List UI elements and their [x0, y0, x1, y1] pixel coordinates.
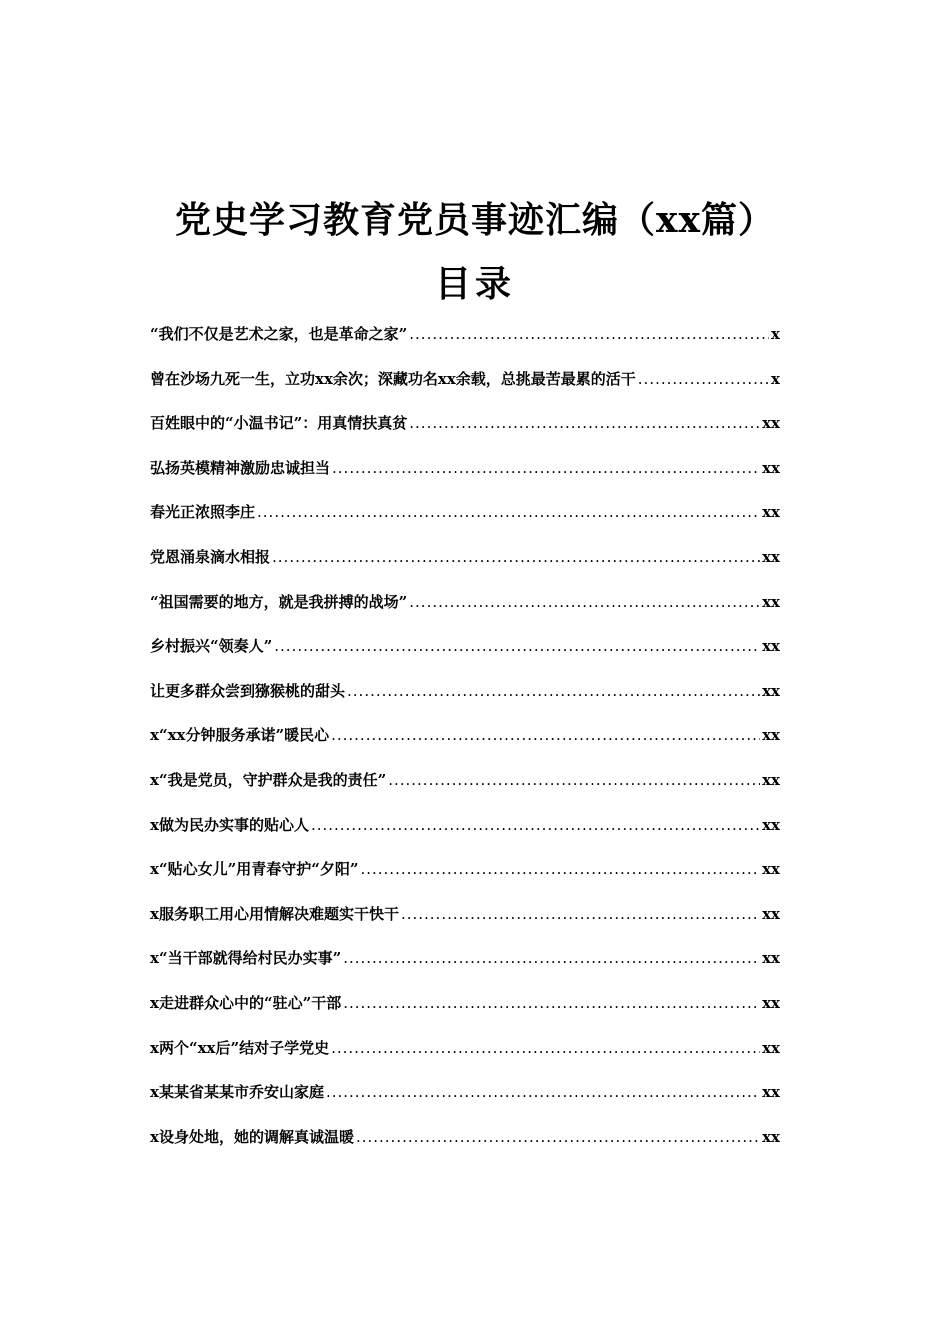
- toc-dot-leader: [360, 851, 760, 887]
- toc-entry-page: xx: [762, 637, 780, 656]
- toc-entry-page: xx: [762, 592, 780, 611]
- toc-entry: [150, 807, 780, 852]
- toc-dot-leader: [274, 628, 760, 664]
- toc-dot-leader: [343, 940, 760, 976]
- toc-entry: [150, 940, 780, 985]
- toc-entry-title: x“我是党员，守护群众是我的责任”: [150, 770, 387, 789]
- toc-entry-page: xx: [762, 815, 780, 834]
- toc-entry-page: xx: [762, 414, 780, 433]
- toc-entry-title: x“贴心女儿”用青春守护“夕阳”: [150, 860, 359, 879]
- toc-entry-title: x做为民办实事的贴心人: [150, 815, 309, 834]
- toc-entry: [150, 1030, 780, 1075]
- toc-entry-page: xx: [762, 993, 780, 1012]
- toc-entry-page: xx: [762, 904, 780, 923]
- toc-entry-title: x设身处地，她的调解真诚温暖: [150, 1127, 354, 1146]
- toc-dot-leader: [331, 1030, 760, 1066]
- toc-entry: [150, 450, 780, 495]
- toc-dot-leader: [257, 494, 760, 530]
- toc-entry: [150, 762, 780, 807]
- toc-entry-page: xx: [762, 1083, 780, 1102]
- toc-entry-title: x某某省某某市乔安山家庭: [150, 1083, 324, 1102]
- toc-entry: [150, 494, 780, 539]
- toc-entry-page: xx: [762, 503, 780, 522]
- toc-dot-leader: [401, 896, 760, 932]
- toc-dot-leader: [638, 361, 769, 397]
- table-of-contents: [150, 316, 780, 1163]
- toc-entry-title: “祖国需要的地方，就是我拼搏的战场”: [150, 592, 408, 611]
- toc-dot-leader: [347, 673, 760, 709]
- toc-entry: [150, 985, 780, 1030]
- toc-entry-title: x“当干部就得给村民办实事”: [150, 949, 342, 968]
- toc-heading: 目录: [434, 263, 515, 305]
- toc-entry: [150, 539, 780, 584]
- toc-entry-title: 弘扬英模精神激励忠诚担当: [150, 458, 331, 477]
- toc-entry-page: xx: [762, 458, 780, 477]
- toc-entry-title: x两个“xx后”结对子学党史: [150, 1038, 330, 1057]
- toc-entry-title: 春光正浓照李庄: [150, 503, 256, 522]
- toc-entry-page: xx: [762, 770, 780, 789]
- toc-dot-leader: [272, 539, 760, 575]
- toc-entry-page: xx: [762, 681, 780, 700]
- toc-entry-title: x服务职工用心用情解决难题实干快干: [150, 904, 399, 923]
- toc-entry-page: x: [771, 325, 780, 343]
- toc-entry-title: 党恩涌泉滴水相报: [150, 547, 271, 566]
- toc-entry-title: 曾在沙场九死一生，立功xx余次；深藏功名xx余载，总挑最苦最累的活干: [150, 369, 636, 388]
- toc-entry: [150, 1119, 780, 1164]
- toc-dot-leader: [356, 1119, 760, 1155]
- toc-entry: [150, 361, 780, 406]
- toc-dot-leader: [409, 405, 760, 441]
- toc-entry-title: 让更多群众尝到猕猴桃的甜头: [150, 681, 346, 700]
- document-title: 党史学习教育党员事迹汇编（xx篇）: [175, 199, 775, 241]
- toc-dot-leader: [388, 762, 760, 798]
- toc-entry-page: xx: [762, 726, 780, 745]
- toc-entry-title: “我们不仅是艺术之家，也是革命之家”: [150, 325, 408, 343]
- toc-entry: [150, 628, 780, 673]
- toc-entry: [150, 717, 780, 762]
- toc-dot-leader: [343, 985, 760, 1021]
- toc-entry: [150, 316, 780, 361]
- toc-entry-title: 百姓眼中的“小温书记”：用真情扶真贫: [150, 414, 408, 433]
- toc-entry: [150, 851, 780, 896]
- toc-entry-title: x走进群众心中的“驻心”干部: [150, 993, 342, 1012]
- toc-entry-page: xx: [762, 949, 780, 968]
- toc-dot-leader: [331, 717, 760, 753]
- toc-dot-leader: [332, 450, 760, 486]
- toc-entry-page: xx: [762, 860, 780, 879]
- toc-entry-page: xx: [762, 547, 780, 566]
- toc-entry: [150, 584, 780, 629]
- toc-entry-page: x: [771, 369, 780, 388]
- toc-entry-page: xx: [762, 1127, 780, 1146]
- toc-dot-leader: [409, 584, 760, 620]
- toc-entry: [150, 1074, 780, 1119]
- toc-entry-title: x“xx分钟服务承诺”暖民心: [150, 726, 330, 745]
- toc-entry-title: 乡村振兴“领奏人”: [150, 637, 273, 656]
- toc-entry: [150, 405, 780, 450]
- toc-dot-leader: [326, 1074, 760, 1110]
- toc-dot-leader: [409, 316, 769, 352]
- toc-entry: [150, 673, 780, 718]
- toc-entry-page: xx: [762, 1038, 780, 1057]
- toc-entry: [150, 896, 780, 941]
- toc-dot-leader: [311, 807, 760, 843]
